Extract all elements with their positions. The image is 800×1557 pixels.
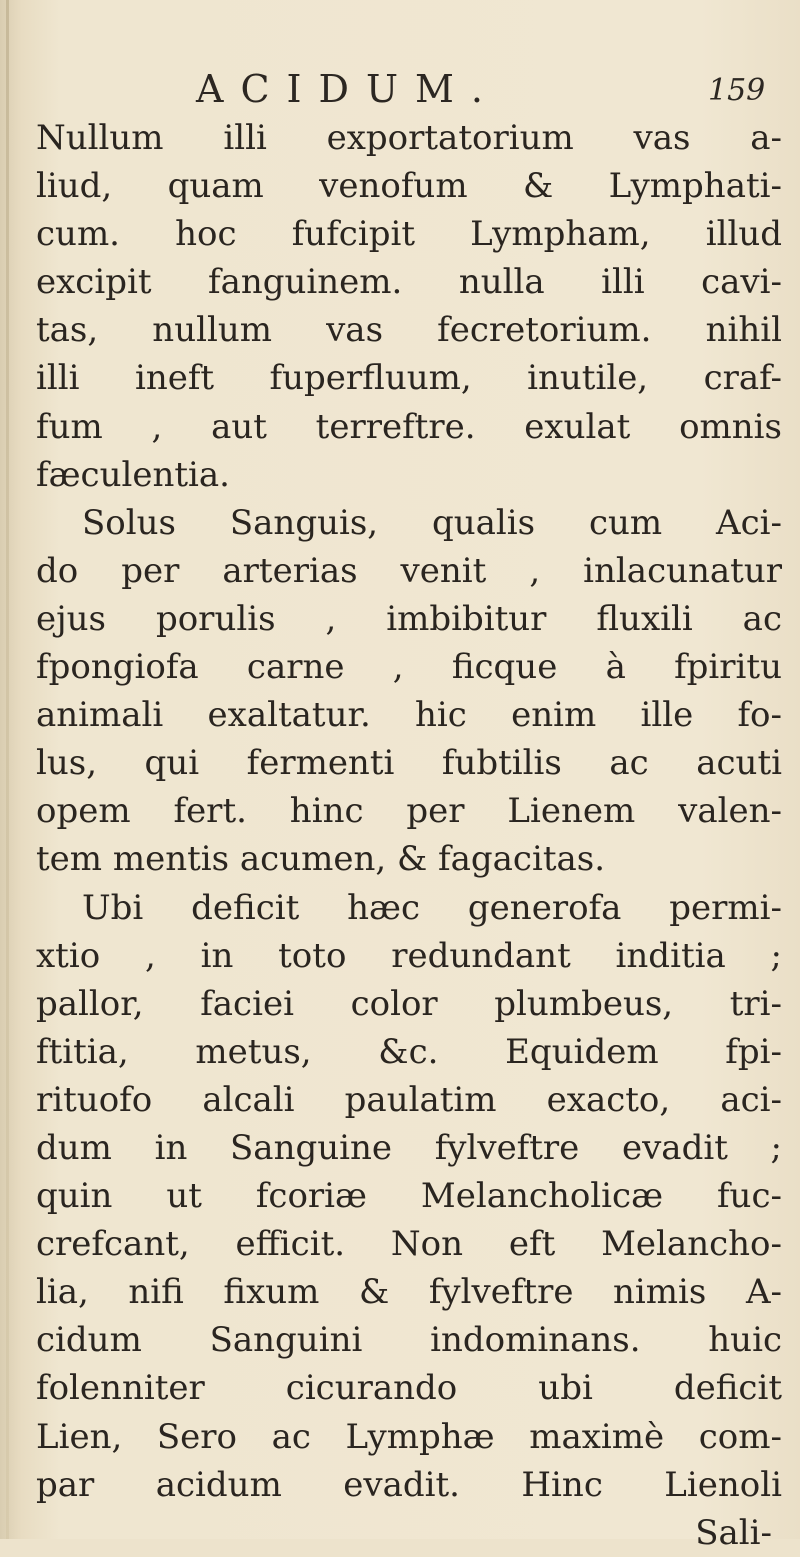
text-line: do per arterias venit , inlacunatur bbox=[36, 550, 782, 591]
text-line: fum , aut terreftre. exulat omnis bbox=[36, 406, 782, 447]
text-line: Nullum illi exportatorium vas a- bbox=[36, 118, 782, 158]
text-line: tas, nullum vas fecretorium. nihil bbox=[36, 310, 782, 351]
text-line: opem fert. hinc per Lienem valen- bbox=[36, 791, 782, 832]
text-line: dum in Sanguine fylveftre evadit ; bbox=[36, 1127, 782, 1168]
text-line: quin ut fcoriæ Melancholicæ fuc- bbox=[36, 1176, 782, 1217]
catchword: Sali- bbox=[695, 1512, 772, 1553]
text-line: fæculentia. bbox=[36, 454, 230, 495]
page-header bbox=[0, 64, 800, 114]
text-line: tem mentis acumen, & fagacitas. bbox=[36, 839, 606, 880]
text-line: animali exaltatur. hic enim ille fo- bbox=[36, 695, 782, 736]
text-line: illi ineft fuperfluum, inutile, craf- bbox=[36, 358, 782, 399]
text-line: fpongiofa carne , ficque à fpiritu bbox=[36, 647, 782, 688]
text-line: cidum Sanguini indominans. huic bbox=[36, 1320, 782, 1361]
text-line: pallor, faciei color plumbeus, tri- bbox=[36, 983, 782, 1024]
text-line: crefcant, efficit. Non eft Melancho- bbox=[36, 1224, 782, 1265]
text-line: cum. hoc fufcipit Lympham, illud bbox=[36, 214, 782, 255]
paragraph-first-line: Ubi deficit hæc generofa permi- bbox=[82, 887, 782, 928]
text-line: ftitia, metus, &c. Equidem fpi- bbox=[36, 1031, 782, 1072]
text-line: ejus porulis , imbibitur fluxili ac bbox=[36, 598, 782, 639]
text-line: lia, nifi fixum & fylveftre nimis A- bbox=[36, 1272, 782, 1313]
text-line: xtio , in toto redundant inditia ; bbox=[36, 935, 782, 976]
text-line: rituofo alcali paulatim exacto, aci- bbox=[36, 1079, 782, 1120]
text-line: lus, qui fermenti fubtilis ac acuti bbox=[36, 743, 782, 784]
running-head: ACIDUM. bbox=[196, 67, 501, 111]
page-gutter-shadow bbox=[6, 0, 9, 1539]
text-line: liud, quam venofum & Lymphati- bbox=[36, 166, 782, 207]
page-number: 159 bbox=[708, 73, 766, 108]
text-line: par acidum evadit. Hinc Lienoli bbox=[36, 1464, 782, 1505]
body-text bbox=[36, 114, 782, 1557]
paragraph-first-line: Solus Sanguis, qualis cum Aci- bbox=[82, 502, 782, 543]
text-line: excipit fanguinem. nulla illi cavi- bbox=[36, 262, 782, 303]
text-line: folenniter cicurando ubi deficit bbox=[36, 1368, 782, 1409]
text-line: Lien, Sero ac Lymphæ maximè com- bbox=[36, 1416, 782, 1457]
